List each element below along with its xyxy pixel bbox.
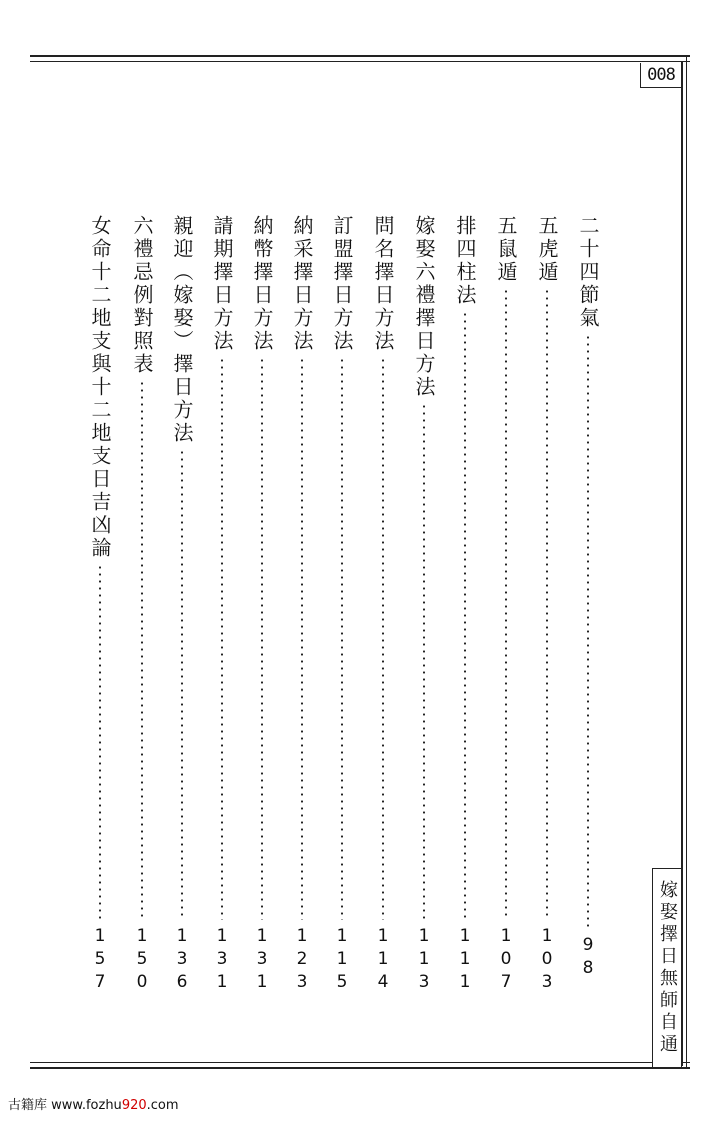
- watermark-highlight: 920: [121, 1098, 147, 1113]
- page-number: 008: [640, 63, 681, 88]
- toc-entry-title: 二十四節氣: [576, 215, 600, 330]
- watermark-prefix: 古籍库 www.fozhu: [8, 1098, 122, 1113]
- toc-entry: [290, 215, 314, 995]
- toc-entry-page: 114: [373, 926, 393, 995]
- toc-entry-title: 女命十二地支與十二地支日吉凶論: [88, 215, 112, 560]
- toc-dot-leader: [301, 357, 303, 920]
- toc-entry-title: 親迎（嫁娶）擇日方法: [170, 215, 194, 445]
- toc-entry-page: 150: [132, 926, 152, 995]
- toc-entry: [250, 215, 274, 995]
- toc-dot-leader: [141, 380, 143, 920]
- toc-entry: [576, 215, 600, 995]
- toc-entry: [210, 215, 234, 995]
- toc-entry-title: 請期擇日方法: [210, 215, 234, 353]
- toc-dot-leader: [505, 288, 507, 920]
- toc-entry-title: 問名擇日方法: [371, 215, 395, 353]
- toc-entry: [130, 215, 154, 995]
- top-rule-thin: [30, 61, 690, 62]
- toc-dot-leader: [99, 564, 101, 920]
- toc-dot-leader: [464, 311, 466, 920]
- toc-entry-page: 103: [537, 926, 557, 995]
- toc-dot-leader: [181, 449, 183, 920]
- watermark-suffix: .com: [146, 1098, 179, 1113]
- toc-dot-leader: [587, 334, 589, 929]
- toc-entry-title: 嫁娶六禮擇日方法: [412, 215, 436, 399]
- book-title: 嫁娶擇日無師自通: [657, 880, 678, 1056]
- toc-entry-page: 136: [172, 926, 192, 995]
- toc-entry-title: 六禮忌例對照表: [130, 215, 154, 376]
- toc-entry: [412, 215, 436, 995]
- toc-entry: [330, 215, 354, 995]
- toc-dot-leader: [382, 357, 384, 920]
- toc-entry: [453, 215, 477, 995]
- toc-dot-leader: [341, 357, 343, 920]
- toc-entry-page: 107: [496, 926, 516, 995]
- toc-entry-page: 157: [90, 926, 110, 995]
- toc-dot-leader: [221, 357, 223, 920]
- toc-entry-page: 131: [252, 926, 272, 995]
- toc-entry: [494, 215, 518, 995]
- toc-dot-leader: [423, 403, 425, 920]
- toc-entry-title: 納幣擇日方法: [250, 215, 274, 353]
- toc-entry-title: 訂盟擇日方法: [330, 215, 354, 353]
- toc-entry-page: 123: [292, 926, 312, 995]
- watermark: [8, 1094, 179, 1113]
- top-rule: [30, 55, 690, 57]
- toc-dot-leader: [261, 357, 263, 920]
- toc-entry-title: 五鼠遁: [494, 215, 518, 284]
- toc-entry-title: 納采擇日方法: [290, 215, 314, 353]
- book-title-box: [652, 868, 682, 1068]
- toc-entry: [88, 215, 112, 995]
- toc-entry-page: 115: [332, 926, 352, 995]
- toc-entry-page: 131: [212, 926, 232, 995]
- toc-entry: [535, 215, 559, 995]
- toc-entry: [371, 215, 395, 995]
- toc-entry-title: 排四柱法: [453, 215, 477, 307]
- toc-entry: [170, 215, 194, 995]
- table-of-contents: [70, 215, 610, 995]
- toc-entry-page: 98: [578, 935, 598, 981]
- toc-entry-page: 111: [455, 926, 475, 995]
- right-border-outer: [686, 56, 687, 1068]
- toc-entry-page: 113: [414, 926, 434, 995]
- bottom-rule-thick: [30, 1067, 690, 1069]
- toc-entry-title: 五虎遁: [535, 215, 559, 284]
- toc-dot-leader: [546, 288, 548, 920]
- bottom-rule: [30, 1062, 690, 1063]
